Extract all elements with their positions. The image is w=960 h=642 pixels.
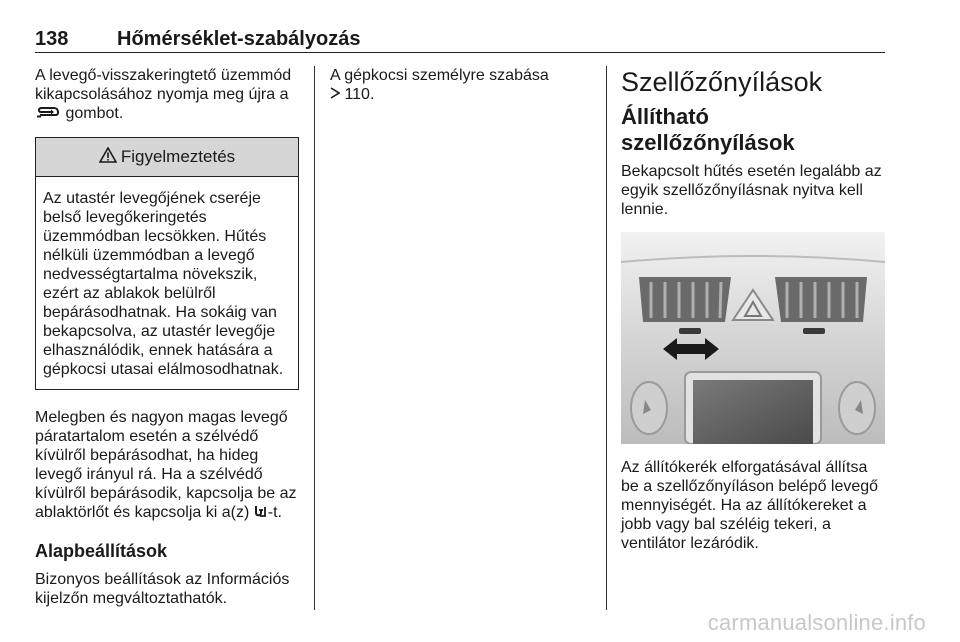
windscreen-text-end: -t. bbox=[267, 504, 282, 522]
air-vent-illustration bbox=[621, 232, 885, 444]
intro-text: A levegő-visszakeringtető üzemmód kikapcsolásához nyomja meg újra a bbox=[35, 67, 292, 103]
watermark: carmanualsonline.info bbox=[707, 610, 926, 635]
column-left bbox=[35, 66, 303, 608]
intro-paragraph bbox=[35, 66, 303, 123]
info-display bbox=[693, 380, 813, 444]
warning-title: Figyelmeztetés bbox=[120, 147, 236, 167]
warning-header bbox=[36, 138, 298, 177]
column-middle bbox=[330, 66, 590, 104]
windscreen-paragraph bbox=[35, 408, 303, 522]
left-vent bbox=[639, 277, 731, 322]
vent-thumbwheel bbox=[679, 328, 701, 334]
recirculation-icon bbox=[35, 104, 61, 123]
basic-settings-heading: Alapbeállítások bbox=[35, 540, 168, 561]
column-divider bbox=[606, 66, 607, 610]
warning-text: Az utastér levegőjének cseréje belső levegőkeringetés üzemmódban lecsökken. Hűtés nélküli üzemmódban a levegő nedvességtartalma növekszik, ezért az ablakok belülről bepárásodhatnak. Ha sokáig van bekapcsolva, az utastér levegője elhasználódik, ennek hatására a gépkocsi utasai elálmosodhatnak. bbox=[43, 190, 284, 379]
right-vent bbox=[775, 277, 867, 322]
basic-settings-paragraph: Bizonyos beállítások az Információs kijelzőn megváltoztathatók. bbox=[35, 570, 290, 607]
warning-triangle-icon bbox=[99, 147, 121, 168]
personalisation-reference bbox=[330, 66, 590, 104]
airflow-windscreen-icon bbox=[254, 504, 268, 523]
figure-caption: Az állítókerék elforgatásával állítsa be a szellőzőnyíláson belépő levegő mennyiségét. Ha az állítókereket a jobb vagy bal széléig tekeri, a ventilátor lezáródik. bbox=[621, 459, 879, 552]
adjustable-vents-heading: Állítható szellőzőnyílások bbox=[621, 104, 795, 155]
page-reference-arrow-icon bbox=[330, 85, 340, 104]
page-number: 138 bbox=[35, 28, 69, 50]
windscreen-text: Melegben és nagyon magas levegő páratartalom esetén a szélvédő kívülről bepárásodhat, ha hideg levegő irányul rá. Ha a szélvédő kívülről bepárásodik, kapcsolja be az ablaktörlőt és kapcsolja ki a(z) bbox=[35, 409, 297, 522]
warning-box bbox=[35, 137, 299, 390]
vents-heading: Szellőzőnyílások bbox=[621, 67, 823, 97]
vent-thumbwheel bbox=[803, 328, 825, 334]
column-right bbox=[621, 66, 887, 553]
vents-paragraph: Bekapcsolt hűtés esetén legalább az egyik szellőzőnyílásnak nyitva kell lennie. bbox=[621, 163, 882, 218]
reference-page: 110. bbox=[340, 86, 375, 103]
page-header bbox=[35, 26, 885, 53]
page-title: Hőmérséklet-szabályozás bbox=[117, 28, 361, 50]
column-divider bbox=[314, 66, 315, 610]
personalisation-text: A gépkocsi személyre szabása bbox=[330, 67, 549, 84]
intro-text-end: gombot. bbox=[61, 105, 124, 122]
